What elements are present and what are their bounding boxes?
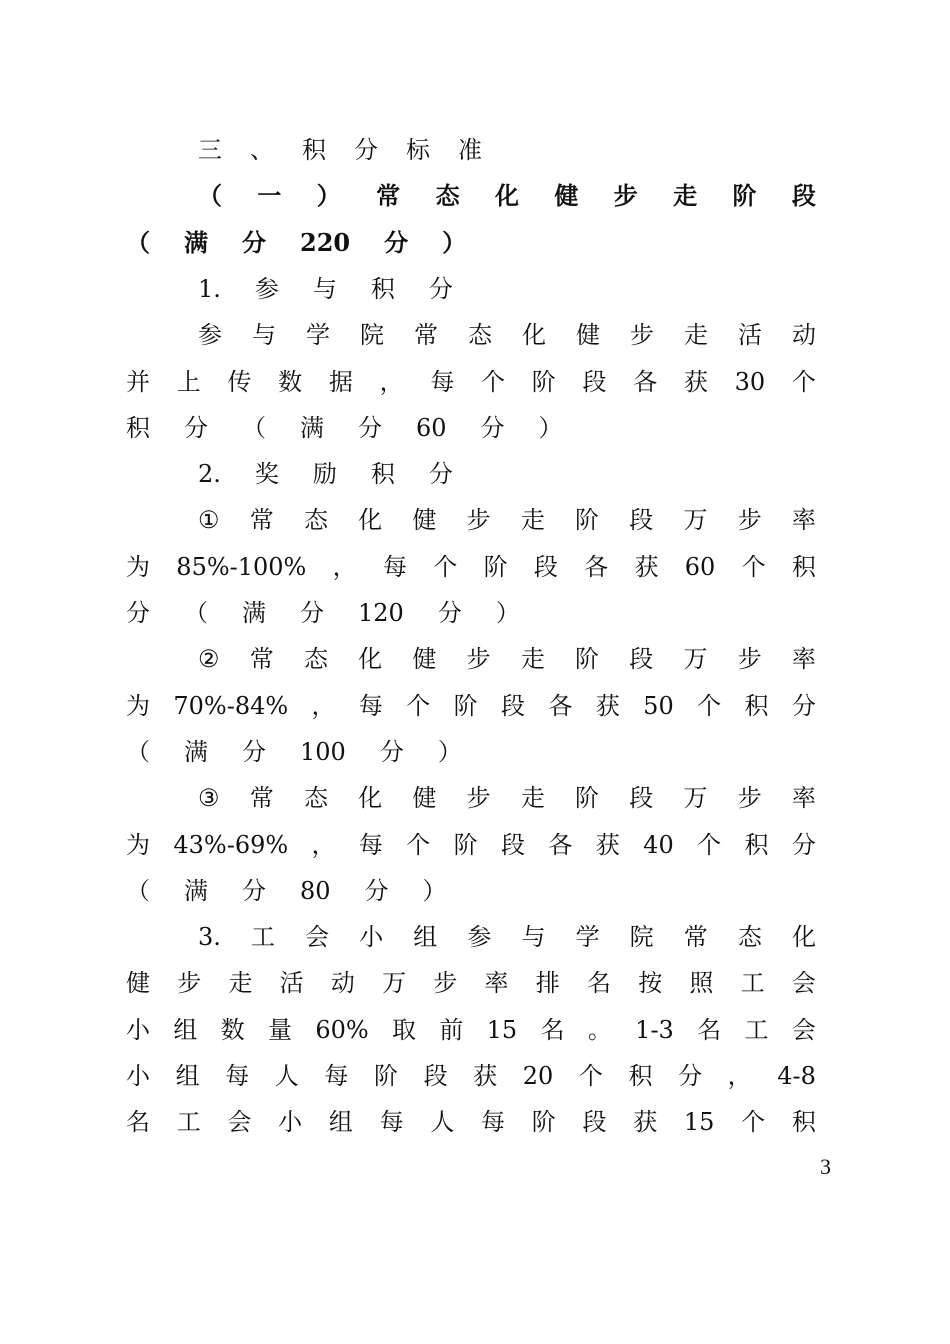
text-line: （ 一 ） 常 态 化 健 步 走 阶 段 [198,181,816,211]
text-line: 为 70%-84% ， 每 个 阶 段 各 获 50 个 积 分 [126,691,816,720]
text-line: （ 满 分 80 分 ） [126,876,447,905]
text-line: 3. 工 会 小 组 参 与 学 院 常 态 化 [198,923,816,952]
text-line: 参 与 学 院 常 态 化 健 步 走 活 动 [198,321,816,350]
text-line: 2. 奖 励 积 分 [198,460,453,489]
text-line: ① 常 态 化 健 步 走 阶 段 万 步 率 [198,506,816,535]
text-line: （ 满 分 220 分 ） [126,227,467,257]
text-line: 三 、 积 分 标 准 [198,136,482,164]
text-line: 名 工 会 小 组 每 人 每 阶 段 获 15 个 积 [126,1108,816,1137]
text-line: 为 85%-100% ， 每 个 阶 段 各 获 60 个 积 [126,552,816,581]
text-line: 分 （ 满 分 120 分 ） [126,599,520,627]
text-line: 小 组 每 人 每 阶 段 获 20 个 积 分 ， 4-8 [126,1062,816,1090]
text-line: ② 常 态 化 健 步 走 阶 段 万 步 率 [198,645,816,674]
text-line: 并 上 传 数 据 ， 每 个 阶 段 各 获 30 个 [126,367,816,396]
text-line: （ 满 分 100 分 ） [126,737,462,766]
page-number: 3 [820,1154,831,1179]
text-line: 积 分 （ 满 分 60 分 ） [126,413,563,442]
text-line: 小 组 数 量 60% 取 前 15 名 。 1-3 名 工 会 [126,1015,816,1044]
text-line: ③ 常 态 化 健 步 走 阶 段 万 步 率 [198,784,816,813]
text-line: 1. 参 与 积 分 [198,274,453,303]
text-line: 为 43%-69% ， 每 个 阶 段 各 获 40 个 积 分 [126,830,816,859]
text-line: 健 步 走 活 动 万 步 率 排 名 按 照 工 会 [126,969,816,998]
